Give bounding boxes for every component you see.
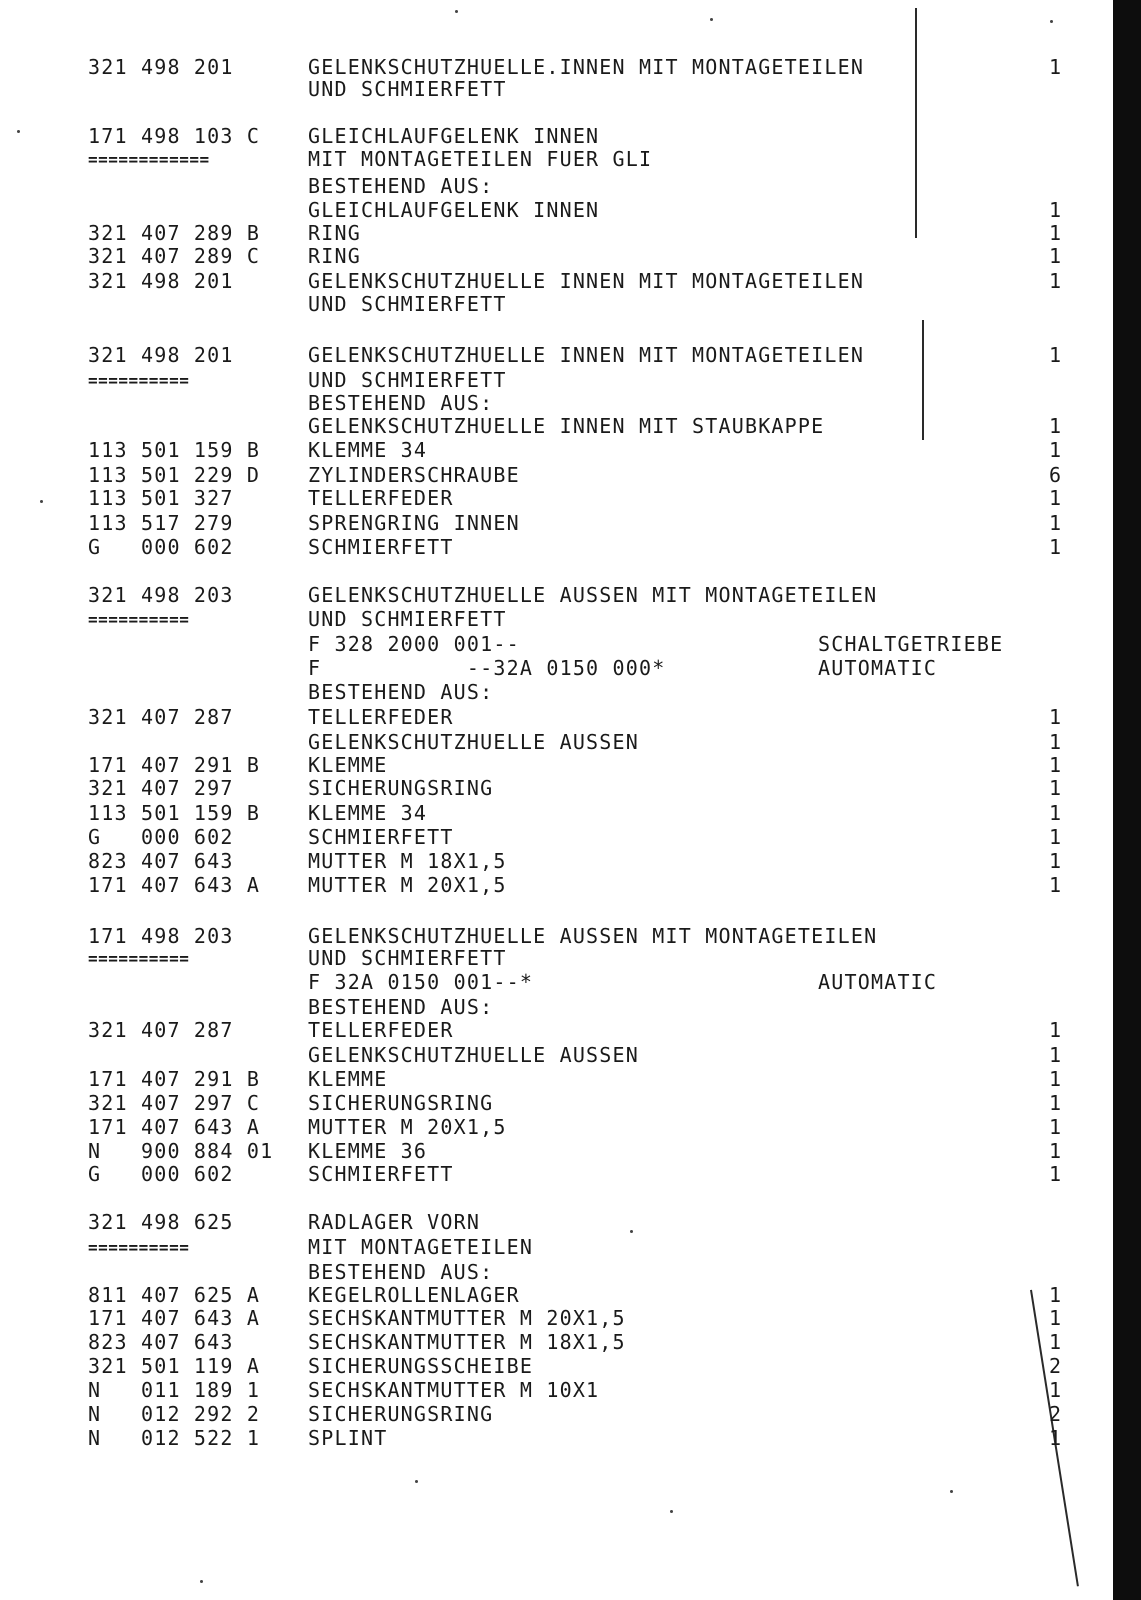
scan-speck [200, 1580, 203, 1583]
part-description: GLEICHLAUFGELENK INNEN [308, 198, 600, 222]
part-description: BESTEHEND AUS: [308, 391, 494, 415]
part-description: RING [308, 221, 361, 245]
part-description: TELLERFEDER [308, 1018, 454, 1042]
part-quantity: 2 [1048, 1354, 1061, 1378]
part-number: N 011 189 1 [88, 1378, 261, 1402]
part-row [0, 221, 1141, 246]
part-description: UND SCHMIERFETT [308, 292, 507, 316]
part-quantity: 1 [1048, 1162, 1061, 1186]
part-row [0, 414, 1141, 439]
part-description: GELENKSCHUTZHUELLE AUSSEN MIT MONTAGETEILEN [308, 583, 878, 607]
part-description: GELENKSCHUTZHUELLE INNEN MIT MONTAGETEILEN [308, 343, 865, 367]
part-number: 321 498 201 [88, 55, 234, 79]
part-quantity: 1 [1048, 511, 1061, 535]
part-description: UND SCHMIERFETT [308, 607, 507, 631]
part-description: KLEMME [308, 753, 388, 777]
part-row [0, 995, 1141, 1020]
part-number: N 012 522 1 [88, 1426, 261, 1450]
part-description: GELENKSCHUTZHUELLE.INNEN MIT MONTAGETEILEN [308, 55, 865, 79]
part-quantity: 1 [1048, 1043, 1061, 1067]
part-quantity: 1 [1048, 1139, 1061, 1163]
part-number: N 012 292 2 [88, 1402, 261, 1426]
part-quantity: 1 [1048, 438, 1061, 462]
part-description: F --32A 0150 000* [308, 656, 666, 680]
part-description: SICHERUNGSRING [308, 776, 494, 800]
part-description: SICHERUNGSRING [308, 1402, 494, 1426]
part-quantity: 1 [1048, 730, 1061, 754]
part-description: MUTTER M 20X1,5 [308, 1115, 507, 1139]
part-quantity: 1 [1048, 244, 1061, 268]
part-description: MIT MONTAGETEILEN [308, 1235, 534, 1259]
part-description: RADLAGER VORN [308, 1210, 481, 1234]
part-description: SICHERUNGSRING [308, 1091, 494, 1115]
part-number: 321 407 289 B [88, 221, 261, 245]
part-description: UND SCHMIERFETT [308, 77, 507, 101]
part-description: GELENKSCHUTZHUELLE INNEN MIT STAUBKAPPE [308, 414, 825, 438]
part-number: 113 517 279 [88, 511, 234, 535]
part-description: KLEMME 34 [308, 438, 428, 462]
part-row [0, 730, 1141, 755]
part-description: BESTEHEND AUS: [308, 174, 494, 198]
part-description: SCHMIERFETT [308, 1162, 454, 1186]
part-number: 811 407 625 A [88, 1283, 261, 1307]
part-description: GELENKSCHUTZHUELLE INNEN MIT MONTAGETEILEN [308, 269, 865, 293]
part-description: SECHSKANTMUTTER M 10X1 [308, 1378, 600, 1402]
part-quantity: 1 [1048, 1115, 1061, 1139]
part-description: MUTTER M 20X1,5 [308, 873, 507, 897]
part-underline: ========== [88, 610, 190, 629]
part-quantity: 1 [1048, 1426, 1061, 1450]
part-underline: ============ [88, 150, 210, 169]
scan-speck [950, 1490, 953, 1493]
part-quantity: 1 [1048, 414, 1061, 438]
part-description: UND SCHMIERFETT [308, 368, 507, 392]
part-row [0, 1306, 1141, 1331]
part-description: GLEICHLAUFGELENK INNEN [308, 124, 600, 148]
part-row [0, 825, 1141, 850]
part-row [0, 463, 1141, 488]
part-number: 321 498 201 [88, 269, 234, 293]
part-number: G 000 602 [88, 1162, 234, 1186]
part-description: GELENKSCHUTZHUELLE AUSSEN MIT MONTAGETEILEN [308, 924, 878, 948]
part-description: MIT MONTAGETEILEN FUER GLI [308, 147, 653, 171]
part-row [0, 970, 1141, 995]
part-number: 171 407 291 B [88, 1067, 261, 1091]
part-number: 113 501 327 [88, 486, 234, 510]
part-number: 171 407 643 A [88, 1115, 261, 1139]
part-row [0, 801, 1141, 826]
part-row [0, 873, 1141, 898]
scan-speck [670, 1510, 673, 1513]
part-row [0, 680, 1141, 705]
part-row [0, 1330, 1141, 1355]
part-number: G 000 602 [88, 825, 234, 849]
part-row [0, 1426, 1141, 1451]
part-quantity: 6 [1048, 463, 1061, 487]
part-row [0, 486, 1141, 511]
part-number: G 000 602 [88, 535, 234, 559]
part-row [0, 1283, 1141, 1308]
part-quantity: 1 [1048, 343, 1061, 367]
part-quantity: 1 [1048, 849, 1061, 873]
part-number: 171 407 643 A [88, 873, 261, 897]
part-row [0, 174, 1141, 199]
part-description: F 32A 0150 001--* [308, 970, 534, 994]
part-quantity: 1 [1048, 486, 1061, 510]
part-number: 321 407 297 C [88, 1091, 261, 1115]
part-number: 823 407 643 [88, 1330, 234, 1354]
part-number: 823 407 643 [88, 849, 234, 873]
part-number: 113 501 159 B [88, 438, 261, 462]
part-description: TELLERFEDER [308, 705, 454, 729]
part-number: 171 498 203 [88, 924, 234, 948]
scan-speck [455, 10, 458, 13]
part-row [0, 244, 1141, 269]
part-description: MUTTER M 18X1,5 [308, 849, 507, 873]
part-description: UND SCHMIERFETT [308, 946, 507, 970]
part-description: SICHERUNGSSCHEIBE [308, 1354, 534, 1378]
part-number: 113 501 229 D [88, 463, 261, 487]
part-row [0, 1235, 1141, 1260]
part-row [0, 1067, 1141, 1092]
part-description: GELENKSCHUTZHUELLE AUSSEN [308, 1043, 640, 1067]
part-description: KLEMME [308, 1067, 388, 1091]
part-row [0, 1402, 1141, 1427]
part-description: GELENKSCHUTZHUELLE AUSSEN [308, 730, 640, 754]
scan-speck [415, 1480, 418, 1483]
part-number: 321 501 119 A [88, 1354, 261, 1378]
part-row [0, 1260, 1141, 1285]
part-row [0, 1018, 1141, 1043]
part-row [0, 535, 1141, 560]
part-quantity: 1 [1048, 221, 1061, 245]
part-row [0, 583, 1141, 608]
part-quantity: 2 [1048, 1402, 1061, 1426]
part-row [0, 607, 1141, 632]
part-number: 321 407 287 [88, 1018, 234, 1042]
part-row [0, 1210, 1141, 1235]
part-row [0, 632, 1141, 657]
part-quantity: 1 [1048, 269, 1061, 293]
scan-speck [1050, 20, 1053, 23]
part-number: 321 498 203 [88, 583, 234, 607]
part-quantity: 1 [1048, 198, 1061, 222]
part-number: 321 498 625 [88, 1210, 234, 1234]
part-row [0, 705, 1141, 730]
part-row [0, 849, 1141, 874]
part-remark: AUTOMATIC [818, 656, 938, 680]
part-description: SPRENGRING INNEN [308, 511, 520, 535]
part-quantity: 1 [1048, 1091, 1061, 1115]
part-number: 171 407 291 B [88, 753, 261, 777]
part-quantity: 1 [1048, 873, 1061, 897]
part-quantity: 1 [1048, 1378, 1061, 1402]
part-row [0, 1091, 1141, 1116]
part-description: BESTEHEND AUS: [308, 995, 494, 1019]
part-remark: SCHALTGETRIEBE [818, 632, 1004, 656]
part-row [0, 438, 1141, 463]
part-quantity: 1 [1048, 705, 1061, 729]
part-description: TELLERFEDER [308, 486, 454, 510]
part-row [0, 343, 1141, 368]
part-quantity: 1 [1048, 1067, 1061, 1091]
part-number: 321 407 287 [88, 705, 234, 729]
part-quantity: 1 [1048, 1330, 1061, 1354]
part-row [0, 368, 1141, 393]
part-description: ZYLINDERSCHRAUBE [308, 463, 520, 487]
part-quantity: 1 [1048, 1018, 1061, 1042]
part-underline: ========== [88, 371, 190, 390]
part-row [0, 511, 1141, 536]
part-number: N 900 884 01 [88, 1139, 274, 1163]
part-row [0, 1162, 1141, 1187]
part-number: 321 407 297 [88, 776, 234, 800]
part-description: KLEMME 36 [308, 1139, 428, 1163]
part-row [0, 391, 1141, 416]
part-number: 321 407 289 C [88, 244, 261, 268]
part-description: SCHMIERFETT [308, 825, 454, 849]
part-row [0, 656, 1141, 681]
part-quantity: 1 [1048, 55, 1061, 79]
part-row [0, 124, 1141, 149]
part-quantity: 1 [1048, 535, 1061, 559]
part-row [0, 1378, 1141, 1403]
part-row [0, 946, 1141, 971]
part-remark: AUTOMATIC [818, 970, 938, 994]
scan-speck [710, 18, 713, 21]
part-description: SECHSKANTMUTTER M 20X1,5 [308, 1306, 626, 1330]
part-description: BESTEHEND AUS: [308, 1260, 494, 1284]
part-row [0, 292, 1141, 317]
part-quantity: 1 [1048, 753, 1061, 777]
part-row [0, 753, 1141, 778]
part-description: KEGELROLLENLAGER [308, 1283, 520, 1307]
part-row [0, 147, 1141, 172]
part-row [0, 77, 1141, 102]
part-description: SCHMIERFETT [308, 535, 454, 559]
part-row [0, 1354, 1141, 1379]
part-row [0, 1139, 1141, 1164]
part-quantity: 1 [1048, 1283, 1061, 1307]
part-description: KLEMME 34 [308, 801, 428, 825]
part-row [0, 776, 1141, 801]
part-number: 321 498 201 [88, 343, 234, 367]
part-row [0, 1043, 1141, 1068]
part-underline: ========== [88, 1238, 190, 1257]
part-number: 113 501 159 B [88, 801, 261, 825]
part-description: SECHSKANTMUTTER M 18X1,5 [308, 1330, 626, 1354]
part-number: 171 407 643 A [88, 1306, 261, 1330]
part-row [0, 198, 1141, 223]
part-number: 171 498 103 C [88, 124, 261, 148]
part-description: BESTEHEND AUS: [308, 680, 494, 704]
part-row [0, 1115, 1141, 1140]
part-quantity: 1 [1048, 801, 1061, 825]
part-quantity: 1 [1048, 1306, 1061, 1330]
part-quantity: 1 [1048, 776, 1061, 800]
part-description: SPLINT [308, 1426, 388, 1450]
part-description: F 328 2000 001-- [308, 632, 520, 656]
part-underline: ========== [88, 949, 190, 968]
part-row [0, 269, 1141, 294]
part-description: RING [308, 244, 361, 268]
part-quantity: 1 [1048, 825, 1061, 849]
